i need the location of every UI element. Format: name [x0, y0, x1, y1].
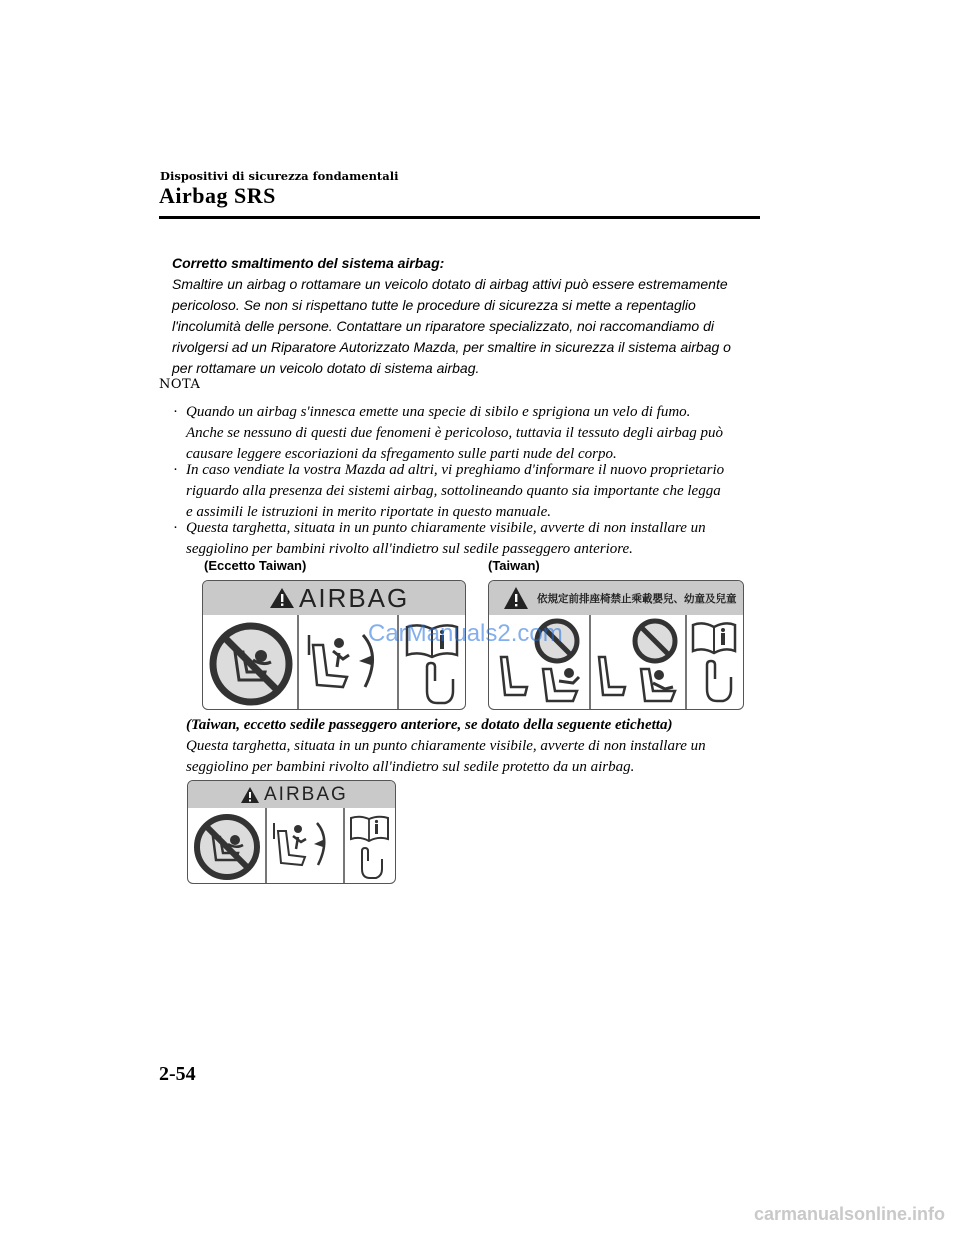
divider [343, 808, 345, 883]
read-manual-icon [689, 619, 739, 705]
footer-watermark: carmanualsonline.info [754, 1204, 946, 1224]
bullet-dot: · [173, 520, 178, 536]
warning-line: rivolgersi ad un Riparatore Autorizzato Mazda, per smaltire in sicurezza il sistema airbag o [172, 339, 731, 355]
label-header [188, 781, 395, 808]
no-rear-facing-seat-icon [193, 813, 261, 881]
section-label: Dispositivi di sicurezza fondamentali [160, 169, 399, 183]
label-header [203, 581, 465, 615]
caption-except-taiwan: (Eccetto Taiwan) [204, 558, 307, 573]
warning-triangle-icon [240, 786, 260, 804]
airbag-word: AIRBAG [299, 583, 410, 613]
bullet-line: seggiolino per bambini rivolto all'indietro sul sedile passeggero anteriore. [186, 541, 633, 557]
warning-block [172, 253, 762, 379]
no-rear-facing-seat-icon [209, 622, 293, 706]
warning-triangle-icon [269, 587, 295, 609]
bullet-line: Quando un airbag s'innesca emette una specie di sibilo e sprigiona un velo di fumo. [186, 404, 691, 420]
bullet-line: Anche se nessuno di questi due fenomeni è pericoloso, tuttavia il tessuto degli airbag può [186, 425, 724, 441]
divider [265, 808, 267, 883]
caption-taiwan: (Taiwan) [488, 558, 540, 573]
read-manual-icon [348, 813, 392, 881]
note-label: NOTA [159, 377, 201, 392]
airbag-warning-label-small [187, 780, 396, 884]
note-bullet [173, 460, 766, 523]
bullet-line: e assimili le istruzioni in merito riportate in questo manuale. [186, 504, 551, 520]
bullet-line: causare leggere escoriazioni da sfregamento sulle parti nude del corpo. [186, 446, 617, 462]
page-number: 2-54 [159, 1063, 196, 1085]
bullet-line: In caso vendiate la vostra Mazda ad altri, vi preghiamo d'informare il nuovo proprietario [186, 462, 725, 478]
bullet-dot: · [173, 462, 178, 478]
label-header [489, 581, 743, 615]
page-title: Airbag SRS [159, 183, 276, 208]
bullet-line: Questa targhetta, situata in un punto chiaramente visibile, avverte di non installare un [186, 520, 706, 536]
taiwan-caption-block [186, 715, 766, 778]
no-infant-seat-icon [593, 617, 683, 707]
warning-line: Smaltire un airbag o rottamare un veicolo dotato di airbag attivi può essere estremamente [172, 276, 728, 292]
bullet-dot: · [173, 404, 178, 420]
warning-heading: Corretto smaltimento del sistema airbag: [172, 255, 445, 271]
watermark: CarManuals2.com [368, 620, 563, 647]
warning-line: l'incolumità delle persone. Contattare un riparatore specializzato, noi raccomandiamo di [172, 318, 714, 334]
divider [685, 615, 687, 709]
note-bullet [173, 518, 766, 560]
warning-line: pericoloso. Se non si rispettano tutte le procedure di sicurezza si mette a repentaglio [172, 297, 696, 313]
taiwan-warning-text: 依規定前排座椅禁止乘載嬰兒、幼童及兒童 [537, 593, 737, 605]
airbag-deploy-icon [270, 815, 340, 879]
title-divider [159, 216, 760, 219]
note-bullet [173, 402, 766, 465]
bullet-line: riguardo alla presenza dei sistemi airbag, sottolineando quanto sia importante che legga [186, 483, 721, 499]
divider [589, 615, 591, 709]
taiwan-caption-heading: (Taiwan, eccetto sedile passeggero anteriore, se dotato della seguente etichetta) [186, 717, 673, 733]
taiwan-caption-line: Questa targhetta, situata in un punto chiaramente visibile, avverte di non installare un [186, 738, 706, 754]
warning-triangle-icon [503, 586, 529, 610]
taiwan-caption-line: seggiolino per bambini rivolto all'indietro sul sedile protetto da un airbag. [186, 759, 635, 775]
airbag-word: AIRBAG [264, 784, 348, 805]
warning-line: per rottamare un veicolo dotato di sistema airbag. [172, 360, 480, 376]
divider [297, 615, 299, 709]
